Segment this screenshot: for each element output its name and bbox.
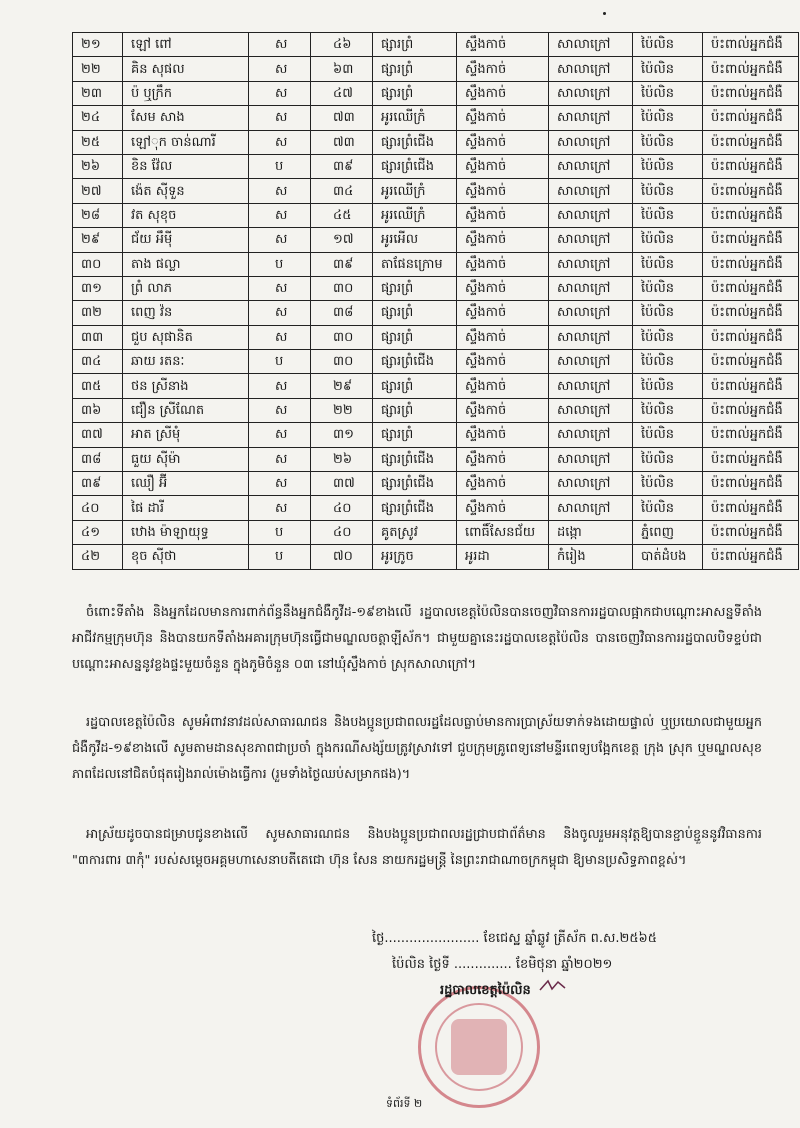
cell-province: ប៉ៃលិន xyxy=(633,81,703,105)
cell-sex: ស xyxy=(249,325,311,349)
cell-village: ផ្សារព្រំ xyxy=(373,57,457,81)
cell-commune: ស្ទឹងកាច់ xyxy=(457,179,549,203)
cell-sex: ស xyxy=(249,106,311,130)
cell-name: ជឿន ស្រីណែត xyxy=(123,398,249,422)
cell-age: ៧០ xyxy=(311,545,373,569)
cell-province: ប៉ៃលិន xyxy=(633,398,703,422)
cell-province: ប៉ៃលិន xyxy=(633,154,703,178)
cell-name: គិន សុផល xyxy=(123,57,249,81)
cell-sex: ស xyxy=(249,398,311,422)
cell-province: ប៉ៃលិន xyxy=(633,447,703,471)
cell-name: ង៉េត ស៊ីទួន xyxy=(123,179,249,203)
cell-no: ២៨ xyxy=(73,203,123,227)
cell-village: ផ្សារព្រំ xyxy=(373,325,457,349)
cell-village: ផ្សារព្រំជើង xyxy=(373,496,457,520)
paragraph-appeal: រដ្ឋបាលខេត្តប៉ៃលិន សូមអំពាវនាវដល់សាធារណជន និងបងប្អូនប្រជាពលរដ្ឋដែលធ្លាប់មានការប្រាស្រ័យទាក់ទងដោយផ្ទាល់ ឬប្រយោលជាមួយអ្នកជំងឺកូវីដ-១៩ខាងលើ សូមតាមដានសុខភាពជាប្រចាំ ក្នុងករណីសង្ស័យត្រូវស្រាវទៅ ជួបក្រុមគ្រូពេទ្យនៅមន្ទីរពេទ្យបង្អែកខេត្ត ក្រុង ស្រុក ឬមណ្ឌលសុខភាពដែលនៅជិតបំផុតរៀងរាល់ម៉ោងធ្វើការ (រួមទាំងថ្ងៃឈប់សម្រាកផង)។ xyxy=(72,715,762,782)
cell-age: ២៩ xyxy=(311,374,373,398)
cell-sex: ស xyxy=(249,472,311,496)
cell-district: សាលាក្រៅ xyxy=(549,350,633,374)
cell-no: ២១ xyxy=(73,33,123,57)
cell-no: ៣៩ xyxy=(73,472,123,496)
cell-status: ប៉ះពាល់អ្នកជំងឺ xyxy=(703,423,799,447)
cell-commune: ស្ទឹងកាច់ xyxy=(457,496,549,520)
cell-age: ៤៧ xyxy=(311,81,373,105)
table-row xyxy=(73,33,799,57)
cell-sex: ស xyxy=(249,33,311,57)
cell-no: ២៦ xyxy=(73,154,123,178)
table-row xyxy=(73,81,799,105)
table-row xyxy=(73,203,799,227)
cell-no: ៣១ xyxy=(73,276,123,300)
cell-province: ប៉ៃលិន xyxy=(633,423,703,447)
cell-district: សាលាក្រៅ xyxy=(549,106,633,130)
table-row xyxy=(73,374,799,398)
cell-commune: ស្ទឹងកាច់ xyxy=(457,203,549,227)
cell-commune: ស្ទឹងកាច់ xyxy=(457,81,549,105)
signature-icon xyxy=(538,978,568,994)
cell-age: ១៧ xyxy=(311,228,373,252)
cell-name: ប៉ ឬក្រឹក xyxy=(123,81,249,105)
cell-sex: ស xyxy=(249,130,311,154)
cell-sex: ប xyxy=(249,520,311,544)
cell-village: តាផែនក្រោម xyxy=(373,252,457,276)
cell-sex: ស xyxy=(249,81,311,105)
signatory-title: រដ្ឋបាលខេត្តប៉ៃលិន xyxy=(440,983,531,998)
cell-age: ៤៦ xyxy=(311,33,373,57)
cell-district: សាលាក្រៅ xyxy=(549,33,633,57)
table-row xyxy=(73,472,799,496)
cell-district: សាលាក្រៅ xyxy=(549,447,633,471)
cell-status: ប៉ះពាល់អ្នកជំងឺ xyxy=(703,57,799,81)
cell-commune: ស្ទឹងកាច់ xyxy=(457,228,549,252)
cell-village: ផ្សារព្រំ xyxy=(373,301,457,325)
cell-province: ប៉ៃលិន xyxy=(633,496,703,520)
cell-province: ប៉ៃលិន xyxy=(633,106,703,130)
cell-village: ផ្សារព្រំ xyxy=(373,276,457,300)
paragraph-measures: ចំពោះទីតាំង និងអ្នកដែលមានការពាក់ព័ន្ធនឹងអ្នកជំងឺកូវីដ-១៩ខាងលើ រដ្ឋបាលខេត្តប៉ៃលិនបានចេញវិធានការរដ្ឋបាលផ្អាកជាបណ្តោះអាសន្នទីតាំងអាជីវកម្មក្រុមហ៊ុន និងបានយកទីតាំងអគារក្រុមហ៊ុនធ្វើជាមណ្ឌលចត្តាឡីស័ក។ ជាមួយគ្នានេះរដ្ឋបាលខេត្តប៉ៃលិន បានចេញវិធានការរដ្ឋបាលបិទខ្ទប់ជាបណ្តោះអាសន្ននូវខ្លងផ្ទះមួយចំនួន ក្នុងភូមិចំនួន ០៣ នៅឃុំស្ទឹងកាច់ ស្រុកសាលាក្រៅ។ xyxy=(72,605,762,672)
cell-commune: ស្ទឹងកាច់ xyxy=(457,350,549,374)
cell-no: ៣៣ xyxy=(73,325,123,349)
cell-age: ៣០ xyxy=(311,276,373,300)
cell-age: ៣០ xyxy=(311,325,373,349)
cell-district: សាលាក្រៅ xyxy=(549,423,633,447)
table-row xyxy=(73,130,799,154)
cell-district: សាលាក្រៅ xyxy=(549,179,633,203)
cell-sex: ស xyxy=(249,374,311,398)
cell-name: ខុច ស៊ីថា xyxy=(123,545,249,569)
cell-village: ផ្សារព្រំ xyxy=(373,81,457,105)
speck-mark xyxy=(603,12,606,15)
cell-status: ប៉ះពាល់អ្នកជំងឺ xyxy=(703,81,799,105)
cell-name: តាង ផល្លា xyxy=(123,252,249,276)
cell-sex: ប xyxy=(249,252,311,276)
cell-name: វត សុខុច xyxy=(123,203,249,227)
cell-village: អូរអើល xyxy=(373,228,457,252)
cell-district: សាលាក្រៅ xyxy=(549,374,633,398)
cell-status: ប៉ះពាល់អ្នកជំងឺ xyxy=(703,154,799,178)
cell-province: ប៉ៃលិន xyxy=(633,374,703,398)
cell-village: ផ្សារព្រំជើង xyxy=(373,447,457,471)
cell-sex: ស xyxy=(249,423,311,447)
table-row xyxy=(73,447,799,471)
cell-district: សាលាក្រៅ xyxy=(549,325,633,349)
cell-district: សាលាក្រៅ xyxy=(549,252,633,276)
cell-name: ផៃ ដារី xyxy=(123,496,249,520)
cell-name: ឡៅ ពៅ xyxy=(123,33,249,57)
cell-district: សាលាក្រៅ xyxy=(549,301,633,325)
cell-province: ប៉ៃលិន xyxy=(633,252,703,276)
table-row xyxy=(73,276,799,300)
cell-district: ដង្កោ xyxy=(549,520,633,544)
table-row xyxy=(73,57,799,81)
page-number: ទំព័រទី ២ xyxy=(386,1097,423,1110)
seal-emblem-icon xyxy=(451,1019,507,1075)
table-row xyxy=(73,252,799,276)
cell-district: សាលាក្រៅ xyxy=(549,81,633,105)
official-seal xyxy=(418,986,540,1108)
cell-commune: ស្ទឹងកាច់ xyxy=(457,325,549,349)
cell-age: ៧៣ xyxy=(311,106,373,130)
cell-status: ប៉ះពាល់អ្នកជំងឺ xyxy=(703,203,799,227)
cell-age: ៣៤ xyxy=(311,179,373,203)
cell-district: កំរៀង xyxy=(549,545,633,569)
cell-province: ភ្នំពេញ xyxy=(633,520,703,544)
cell-no: ៣២ xyxy=(73,301,123,325)
cell-sex: ស xyxy=(249,447,311,471)
cell-commune: ពោធិ៍សែនជ័យ xyxy=(457,520,549,544)
cell-commune: ស្ទឹងកាច់ xyxy=(457,33,549,57)
case-table xyxy=(72,32,799,570)
cell-name: ពេញ វ៉ន xyxy=(123,301,249,325)
cell-commune: ស្ទឹងកាច់ xyxy=(457,57,549,81)
cell-commune: ស្ទឹងកាច់ xyxy=(457,252,549,276)
cell-province: ប៉ៃលិន xyxy=(633,57,703,81)
cell-age: ៤៥ xyxy=(311,203,373,227)
cell-village: អូរឈើក្រំ xyxy=(373,106,457,130)
cell-status: ប៉ះពាល់អ្នកជំងឺ xyxy=(703,496,799,520)
cell-name: ជ័យ អឹមុី xyxy=(123,228,249,252)
cell-sex: ស xyxy=(249,301,311,325)
cell-status: ប៉ះពាល់អ្នកជំងឺ xyxy=(703,447,799,471)
cell-no: ៤១ xyxy=(73,520,123,544)
cell-province: ប៉ៃលិន xyxy=(633,228,703,252)
cell-name: ខិន វ៉ែល xyxy=(123,154,249,178)
cell-province: ប៉ៃលិន xyxy=(633,130,703,154)
table-row xyxy=(73,228,799,252)
cell-age: ២៦ xyxy=(311,447,373,471)
cell-no: ៣៦ xyxy=(73,398,123,422)
cell-commune: ស្ទឹងកាច់ xyxy=(457,130,549,154)
cell-province: ប៉ៃលិន xyxy=(633,350,703,374)
cell-village: ផ្សារព្រំជើង xyxy=(373,130,457,154)
cell-sex: ប xyxy=(249,545,311,569)
cell-sex: ស xyxy=(249,57,311,81)
table-row xyxy=(73,496,799,520)
cell-village: ផ្សារព្រំជើង xyxy=(373,472,457,496)
cell-commune: ស្ទឹងកាច់ xyxy=(457,423,549,447)
cell-village: អូរក្រូច xyxy=(373,545,457,569)
date-solar: ប៉ៃលិន ថ្ងៃទី .............. ខែមិថុនា ឆ្នាំ២០២១ xyxy=(392,957,613,972)
cell-village: ផ្សារព្រំ xyxy=(373,374,457,398)
cell-commune: ស្ទឹងកាច់ xyxy=(457,447,549,471)
cell-commune: ស្ទឹងកាច់ xyxy=(457,106,549,130)
cell-age: ៣០ xyxy=(311,350,373,374)
cell-province: បាត់ដំបង xyxy=(633,545,703,569)
cell-no: ៤០ xyxy=(73,496,123,520)
cell-no: ៣៤ xyxy=(73,350,123,374)
cell-village: ផ្សារព្រំជើង xyxy=(373,154,457,178)
cell-status: ប៉ះពាល់អ្នកជំងឺ xyxy=(703,325,799,349)
cell-name: ជួប សុផានិត xyxy=(123,325,249,349)
cell-sex: ស xyxy=(249,179,311,203)
cell-status: ប៉ះពាល់អ្នកជំងឺ xyxy=(703,33,799,57)
cell-district: សាលាក្រៅ xyxy=(549,203,633,227)
table-row xyxy=(73,325,799,349)
cell-age: ២២ xyxy=(311,398,373,422)
cell-village: អូរឈើក្រំ xyxy=(373,179,457,203)
cell-commune: ស្ទឹងកាច់ xyxy=(457,301,549,325)
cell-commune: ស្ទឹងកាច់ xyxy=(457,374,549,398)
cell-name: សែម សាង xyxy=(123,106,249,130)
cell-commune: ស្ទឹងកាច់ xyxy=(457,398,549,422)
cell-no: ៣០ xyxy=(73,252,123,276)
cell-status: ប៉ះពាល់អ្នកជំងឺ xyxy=(703,228,799,252)
cell-no: ៣៥ xyxy=(73,374,123,398)
table-row xyxy=(73,301,799,325)
date-lunar: ថ្ងៃ....................... ខែជេស្ឋ ឆ្នាំឆ្លូវ ត្រីស័ក ព.ស.២៥៦៥ xyxy=(372,931,657,946)
cell-sex: ប xyxy=(249,350,311,374)
cell-name: ឆាយ រតនៈ xyxy=(123,350,249,374)
cell-age: ៣៩ xyxy=(311,252,373,276)
cell-village: ផ្សារព្រំ xyxy=(373,33,457,57)
cell-commune: ស្ទឹងកាច់ xyxy=(457,276,549,300)
paragraph-conclusion: អាស្រ័យដូចបានជម្រាបជូនខាងលើ សូមសាធារណជន និងបងប្អូនប្រជាពលរដ្ឋជ្រាបជាព័ត៌មាន និងចូលរួមអនុវត្តឱ្យបានខ្ជាប់ខ្ជួននូវវិធានការ "៣ការពារ ៣កុំ" របស់សម្តេចអគ្គមហាសេនាបតីតេជោ ហ៊ុន សែន នាយករដ្ឋមន្ត្រី នៃព្រះរាជាណាចក្រកម្ពុជា ឱ្យមានប្រសិទ្ធភាពខ្ពស់។ xyxy=(72,827,762,868)
cell-name: ឡៅុក ចាន់ណារី xyxy=(123,130,249,154)
table-row xyxy=(73,545,799,569)
cell-age: ៣៩ xyxy=(311,154,373,178)
cell-province: ប៉ៃលិន xyxy=(633,325,703,349)
cell-status: ប៉ះពាល់អ្នកជំងឺ xyxy=(703,130,799,154)
cell-age: ៣១ xyxy=(311,423,373,447)
cell-no: ២៧ xyxy=(73,179,123,203)
table-row xyxy=(73,520,799,544)
cell-province: ប៉ៃលិន xyxy=(633,203,703,227)
cell-province: ប៉ៃលិន xyxy=(633,472,703,496)
cell-age: ៦៣ xyxy=(311,57,373,81)
cell-no: ២៤ xyxy=(73,106,123,130)
cell-age: ៧៣ xyxy=(311,130,373,154)
cell-sex: ស xyxy=(249,203,311,227)
cell-no: ២៥ xyxy=(73,130,123,154)
table-row xyxy=(73,106,799,130)
cell-district: សាលាក្រៅ xyxy=(549,228,633,252)
cell-village: ផ្សារព្រំ xyxy=(373,423,457,447)
cell-province: ប៉ៃលិន xyxy=(633,33,703,57)
table-row xyxy=(73,350,799,374)
cell-status: ប៉ះពាល់អ្នកជំងឺ xyxy=(703,106,799,130)
cell-sex: ប xyxy=(249,154,311,178)
cell-status: ប៉ះពាល់អ្នកជំងឺ xyxy=(703,520,799,544)
cell-name: ធួយ ស៊ីម៉ា xyxy=(123,447,249,471)
cell-no: ២២ xyxy=(73,57,123,81)
table-row xyxy=(73,154,799,178)
cell-district: សាលាក្រៅ xyxy=(549,154,633,178)
cell-district: សាលាក្រៅ xyxy=(549,398,633,422)
cell-status: ប៉ះពាល់អ្នកជំងឺ xyxy=(703,301,799,325)
cell-age: ៤០ xyxy=(311,520,373,544)
cell-name: ឈឿ អ៊ី xyxy=(123,472,249,496)
cell-village: ផ្សារព្រំ xyxy=(373,398,457,422)
cell-name: ថន ស្រីនាង xyxy=(123,374,249,398)
cell-no: ៣៨ xyxy=(73,447,123,471)
cell-age: ៣៨ xyxy=(311,301,373,325)
cell-name: ព្រំ លាភ xyxy=(123,276,249,300)
cell-village: ផ្សារព្រំជើង xyxy=(373,350,457,374)
cell-district: សាលាក្រៅ xyxy=(549,472,633,496)
cell-status: ប៉ះពាល់អ្នកជំងឺ xyxy=(703,350,799,374)
cell-province: ប៉ៃលិន xyxy=(633,276,703,300)
cell-district: សាលាក្រៅ xyxy=(549,130,633,154)
cell-status: ប៉ះពាល់អ្នកជំងឺ xyxy=(703,472,799,496)
cell-age: ៤០ xyxy=(311,496,373,520)
cell-status: ប៉ះពាល់អ្នកជំងឺ xyxy=(703,545,799,569)
cell-name: ឋោង ម៉ាឡាយុទ្ធ xyxy=(123,520,249,544)
cell-status: ប៉ះពាល់អ្នកជំងឺ xyxy=(703,276,799,300)
cell-sex: ស xyxy=(249,496,311,520)
cell-status: ប៉ះពាល់អ្នកជំងឺ xyxy=(703,179,799,203)
table-row xyxy=(73,398,799,422)
table-row xyxy=(73,423,799,447)
cell-province: ប៉ៃលិន xyxy=(633,179,703,203)
cell-no: ២៩ xyxy=(73,228,123,252)
cell-age: ៣៧ xyxy=(311,472,373,496)
cell-name: អាត ស្រីមុំ xyxy=(123,423,249,447)
cell-district: សាលាក្រៅ xyxy=(549,496,633,520)
cell-district: សាលាក្រៅ xyxy=(549,57,633,81)
cell-village: គូតស្រូវ xyxy=(373,520,457,544)
case-table-body xyxy=(73,33,799,570)
cell-no: ៣៧ xyxy=(73,423,123,447)
cell-commune: ស្ទឹងកាច់ xyxy=(457,472,549,496)
cell-no: ២៣ xyxy=(73,81,123,105)
cell-province: ប៉ៃលិន xyxy=(633,301,703,325)
cell-status: ប៉ះពាល់អ្នកជំងឺ xyxy=(703,252,799,276)
cell-status: ប៉ះពាល់អ្នកជំងឺ xyxy=(703,374,799,398)
cell-sex: ស xyxy=(249,228,311,252)
cell-district: សាលាក្រៅ xyxy=(549,276,633,300)
cell-commune: ស្ទឹងកាច់ xyxy=(457,154,549,178)
cell-sex: ស xyxy=(249,276,311,300)
table-row xyxy=(73,179,799,203)
cell-village: អូរឈើក្រំ xyxy=(373,203,457,227)
cell-commune: អូរដា xyxy=(457,545,549,569)
cell-status: ប៉ះពាល់អ្នកជំងឺ xyxy=(703,398,799,422)
cell-no: ៤២ xyxy=(73,545,123,569)
